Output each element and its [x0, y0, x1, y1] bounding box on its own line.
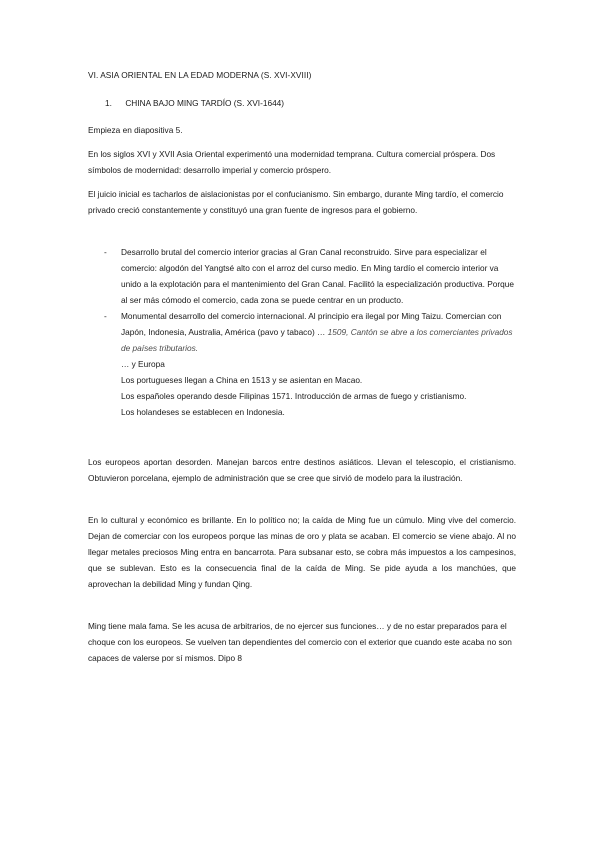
subsection-number: 1.	[105, 98, 112, 108]
list-item	[104, 244, 516, 308]
list-item-italic-note: 1509, Cantón se abre a los comerciantes privados de países tributarios.	[121, 327, 513, 353]
list-item-line: … y Europa	[121, 359, 165, 369]
list-item-text: Monumental desarrollo del comercio internacional. Al principio era ilegal por Ming Taizu. Comercian con Japón, Indonesia, Australia, América (pavo y tabaco) …	[121, 311, 502, 337]
subsection-title: CHINA BAJO MING TARDÍO (S. XVI-1644)	[125, 98, 285, 108]
bullet-list	[104, 244, 516, 420]
list-dash: -	[104, 247, 107, 257]
paragraph-europeans: Los europeos aportan desorden. Manejan barcos entre destinos asiáticos. Llevan el telescopio, el cristianismo. Obtuvieron porcelana, ejemplo de administración que se cree que sirvió de modelo para la ilustración.	[88, 457, 516, 483]
list-item-line: Los españoles operando desde Filipinas 1571. Introducción de armas de fuego y cristianismo.	[121, 391, 467, 401]
list-dash: -	[104, 311, 107, 321]
section-title: VI. ASIA ORIENTAL EN LA EDAD MODERNA (S. XVI-XVIII)	[88, 70, 312, 80]
list-item-text: Desarrollo brutal del comercio interior gracias al Gran Canal reconstruido. Sirve para especializar el comercio: algodón del Yangtsé alto con el arroz del curso medio. En Ming tardío el comercio interior va unido a la explotación para el mantenimiento del Gran Canal. Facilitó la especialización productiva. Porque al ser más cómodo el comercio, cada zona se puede centrar en un producto.	[121, 247, 514, 305]
paragraph-modernity: En los siglos XVI y XVII Asia Oriental experimentó una modernidad temprana. Cultura comercial próspera. Dos símbolos de modernidad: desarrollo imperial y comercio próspero.	[88, 149, 496, 175]
paragraph-initial-judgement: El juicio inicial es tacharlos de aislacionistas por el confucianismo. Sin embargo, durante Ming tardío, el comercio privado creció constantemente y constituyó una gran fuente de ingresos para el gobierno.	[88, 189, 504, 215]
paragraph-ming-reputation: Ming tiene mala fama. Se les acusa de arbitrarios, de no ejercer sus funciones… y de no estar preparados para el choque con los europeos. Se vuelven tan dependientes del comercio con el exterior que cuando este acaba no son capaces de valerse por sí mismos. Dipo 8	[88, 621, 512, 663]
list-item-line: Los holandeses se establecen en Indonesia.	[121, 407, 285, 417]
list-item	[104, 308, 516, 420]
paragraph-start-note: Empieza en diapositiva 5.	[88, 125, 183, 135]
subsection-heading	[105, 98, 284, 108]
paragraph-ming-fall: En lo cultural y económico es brillante. En lo político no; la caída de Ming fue un cúmulo. Ming vive del comercio. Dejan de comerciar con los europeos porque las minas de oro y plata se acaban. El comercio se viene abajo. Al no llegar metales preciosos Ming entra en bancarrota. Para subsanar esto, se cobra más impuestos a los campesinos, que se sublevan. Esto es la consecuencia final de la caída de Ming. Se pide ayuda a los manchúes, que aprovechan la debilidad Ming y fundan Qing.	[88, 515, 516, 589]
list-item-line: Los portugueses llegan a China en 1513 y se asientan en Macao.	[121, 375, 363, 385]
